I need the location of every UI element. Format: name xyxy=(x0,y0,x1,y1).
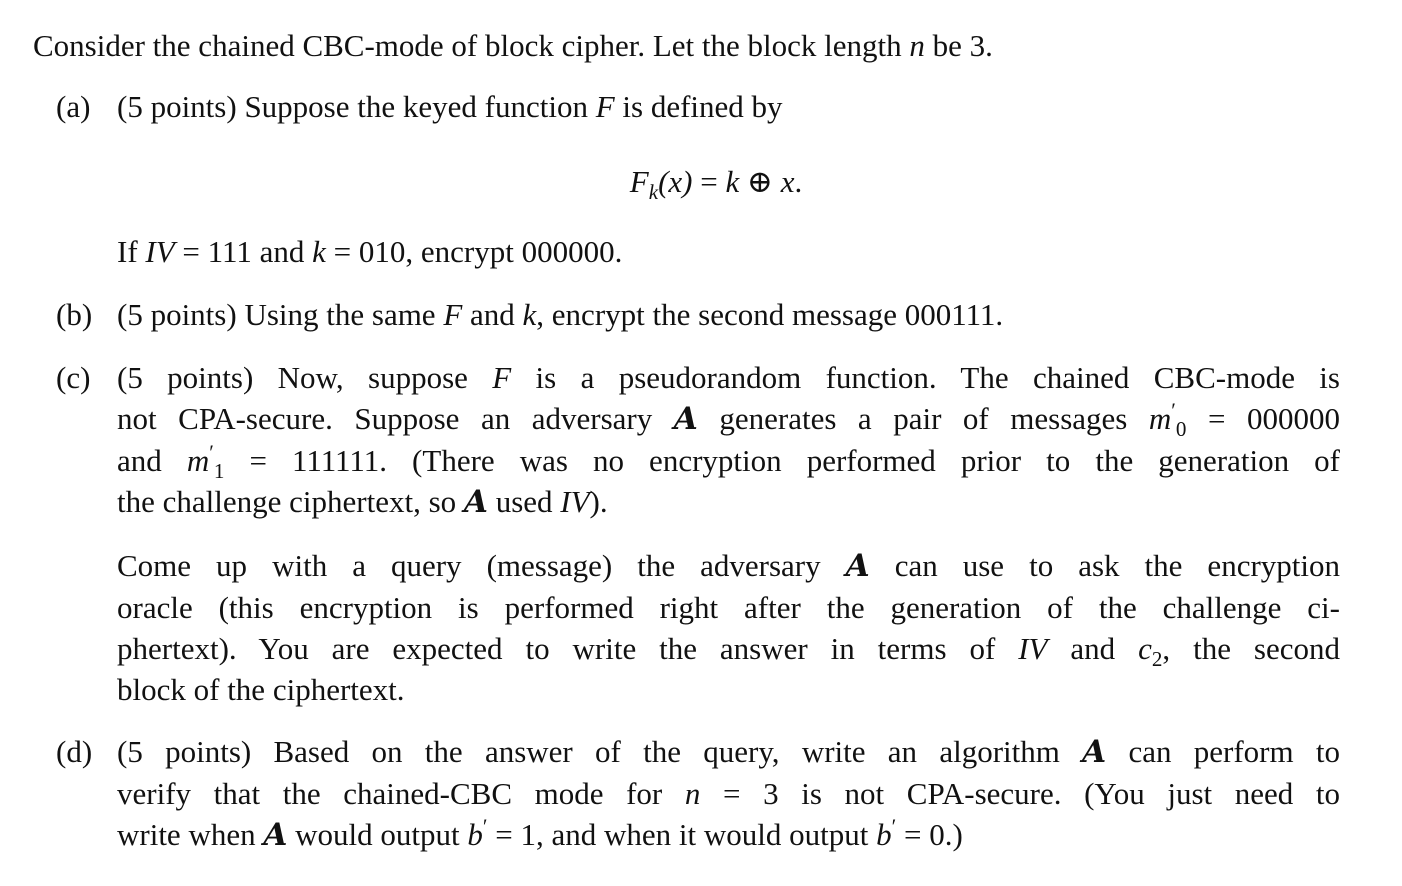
part-c-p2-line-4: block of the ciphertext. xyxy=(117,672,405,707)
part-b-statement: (5 points) Using the same F and k, encrypt the second message 000111. xyxy=(117,297,1004,332)
part-d-line-2: verify that the chained-CBC mode for n = 3 is not CPA-secure. (You just need to xyxy=(117,776,1341,811)
var-n: n xyxy=(909,28,925,63)
part-b-points: (5 points) xyxy=(117,297,237,332)
part-c-line-4: the challenge ciphertext, so A used IV). xyxy=(117,484,608,520)
part-c-points: (5 points) xyxy=(117,360,254,395)
part-d-label: (d) xyxy=(56,734,93,769)
part-c-paragraph-1 xyxy=(117,357,1340,523)
part-a-condition: If IV = 111 and k = 010, encrypt 000000. xyxy=(117,234,623,269)
part-c-line-2: not CPA-secure. Suppose an adversary A generates a pair of messages $m'_0 = 000000$ xyxy=(117,398,1341,442)
intro-sentence: Consider the chained CBC-mode of block cipher. Let the block length n be 3. xyxy=(33,28,993,63)
part-c-line-3: and $m'_1 = 111111$. (There was no encryption performed prior to the generation of xyxy=(117,440,1340,484)
part-a-label: (a) xyxy=(56,89,91,124)
part-c-p2-line-1: Come up with a query (message) the adversary A can use to ask the encryption xyxy=(117,548,1341,584)
part-c-label: (c) xyxy=(56,360,91,395)
part-a-points: (5 points) xyxy=(117,89,237,124)
part-b-label: (b) xyxy=(56,297,93,332)
part-d-line-1: (5 points) Based on the answer of the query, write an algorithm A can perform to xyxy=(117,734,1340,770)
part-a-statement: (5 points) Suppose the keyed function F is defined by xyxy=(117,89,783,124)
part-c-p2-line-3: phertext). You are expected to write the answer in terms of IV and $c_2$, the second xyxy=(117,631,1340,672)
part-d-points: (5 points) xyxy=(117,734,252,769)
part-c-line-1: (5 points) Now, suppose F is a pseudorandom function. The chained CBC-mode is xyxy=(117,360,1340,395)
part-d-paragraph xyxy=(117,731,1340,856)
part-a-equation: $F_k(x) = k$ ⊕ x. xyxy=(629,164,803,205)
part-c-paragraph-2 xyxy=(117,545,1340,710)
part-c-p2-line-2: oracle (this encryption is performed right after the generation of the challenge ci- xyxy=(117,590,1340,625)
part-d-line-3: write when A would output b′ = 1, and when it would output b′ = 0.) xyxy=(117,814,963,853)
